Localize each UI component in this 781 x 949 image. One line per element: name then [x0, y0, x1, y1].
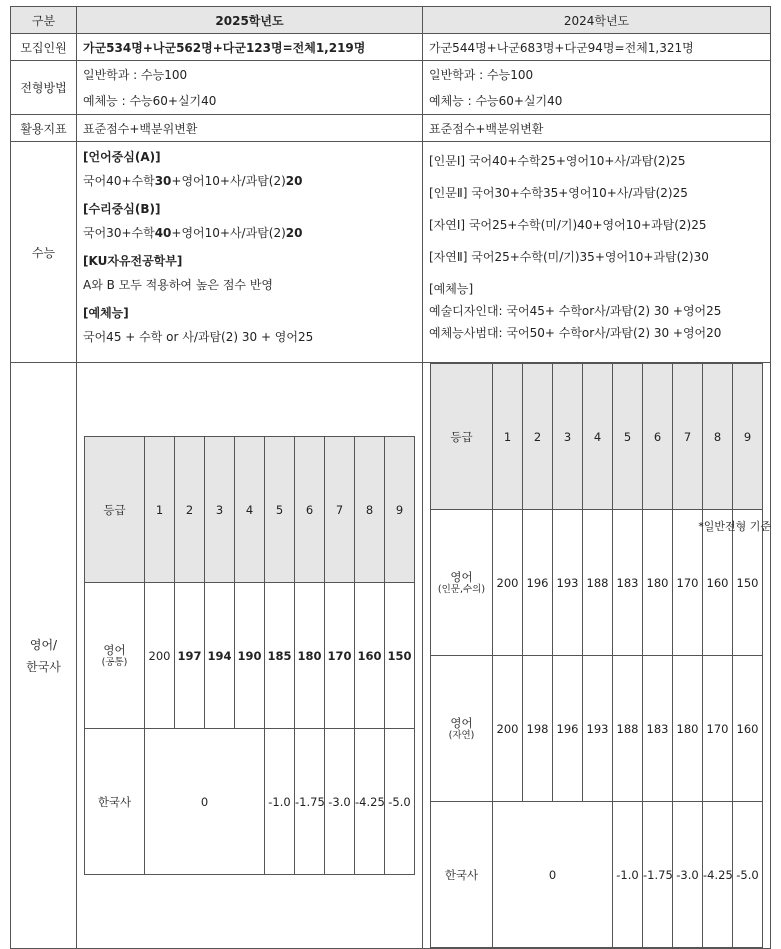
grade-header-row-2024: 등급 1 2 3 4 5 6 7 8 9 — [431, 364, 763, 510]
group-arts-title: [예체능] — [83, 306, 129, 320]
suneung-2024-arts-design: 예술디자인대: 국어45+ 수학or사/과탐(2) 30 +영어25 — [429, 304, 722, 318]
group-ku-title: [KU자유전공학부] — [83, 254, 183, 268]
suneung-2024-nat2: [자연Ⅱ] 국어25+수학(미/기)35+영어10+과탐(2)30 — [429, 250, 709, 264]
suneung-2024-arts-sports: 예체능사범대: 국어50+ 수학or사/과탐(2) 30 +영어20 — [429, 326, 722, 340]
grade-table-2024 — [430, 363, 763, 948]
history-score-row-2024: 한국사 0 -1.0 -1.75 -3.0 -4.25 -5.0 — [431, 802, 763, 948]
footnote: *일반전형 기준 — [698, 520, 771, 533]
header-category: 구분 — [11, 7, 77, 34]
suneung-2025-group-b — [83, 198, 416, 246]
method-label: 전형방법 — [11, 61, 77, 115]
group-ku-text: A와 B 모두 적용하여 높은 점수 반영 — [83, 278, 274, 292]
method-2024-general: 일반학과 : 수능100 — [429, 67, 534, 82]
group-a-formula: 국어40+수학30+영어10+사/과탐(2)20 — [83, 174, 303, 188]
english-nat-score-row-2024: 영어 (자연) 200 198 196 193 188 183 180 170 160 — [431, 656, 763, 802]
english-hum-score-row-2024: 영어 (인문,수의) 200 196 193 188 183 180 170 160 150 — [431, 510, 763, 656]
suneung-2024-nat1: [자연Ⅰ] 국어25+수학(미/기)40+영어10+과탐(2)25 — [429, 218, 707, 232]
suneung-2025-group-ku — [83, 250, 416, 298]
suneung-2025-group-arts — [83, 302, 416, 350]
recruit-2025: 가군534명+나군562명+다군123명=전체1,219명 — [77, 34, 423, 61]
group-b-formula: 국어30+수학40+영어10+사/과탐(2)20 — [83, 226, 303, 240]
suneung-2024-arts-title: [예체능] — [429, 282, 474, 296]
method-row — [11, 61, 771, 115]
suneung-2024 — [423, 142, 771, 363]
group-b-title: [수리중심(B)] — [83, 202, 161, 216]
english-history-label: 영어/ 한국사 — [11, 363, 77, 949]
method-2025-arts: 예체능 : 수능60+실기40 — [83, 93, 217, 108]
group-a-title: [언어중심(A)] — [83, 150, 161, 164]
header-2025: 2025학년도 — [77, 7, 423, 34]
index-2025: 표준점수+백분위변환 — [77, 115, 423, 142]
header-2024: 2024학년도 — [423, 7, 771, 34]
index-row — [11, 115, 771, 142]
grade-header-row-2025: 등급 1 2 3 4 5 6 7 8 9 — [85, 437, 415, 583]
method-2024 — [423, 61, 771, 115]
suneung-2025-group-a — [83, 146, 416, 194]
recruit-label: 모집인원 — [11, 34, 77, 61]
method-2024-arts: 예체능 : 수능60+실기40 — [429, 93, 563, 108]
suneung-2024-hum1: [인문Ⅰ] 국어40+수학25+영어10+사/과탐(2)25 — [429, 154, 686, 168]
suneung-label: 수능 — [11, 142, 77, 363]
suneung-2025 — [77, 142, 423, 363]
english-score-row-2025: 영어 (공통) 200 197 194 190 185 180 170 160 150 — [85, 583, 415, 729]
recruit-2024: 가군544명+나군683명+다군94명=전체1,321명 — [423, 34, 771, 61]
suneung-2024-hum2: [인문Ⅱ] 국어30+수학35+영어10+사/과탐(2)25 — [429, 186, 688, 200]
english-history-2024 — [423, 363, 771, 949]
method-2025-general: 일반학과 : 수능100 — [83, 67, 188, 82]
index-2024: 표준점수+백분위변환 — [423, 115, 771, 142]
admission-comparison-table — [10, 6, 771, 949]
history-score-row-2025: 한국사 0 -1.0 -1.75 -3.0 -4.25 -5.0 — [85, 729, 415, 875]
english-history-row — [11, 363, 771, 949]
header-row — [11, 7, 771, 34]
english-history-2025 — [77, 363, 423, 949]
recruit-row — [11, 34, 771, 61]
method-2025 — [77, 61, 423, 115]
grade-table-2025 — [84, 436, 415, 875]
index-label: 활용지표 — [11, 115, 77, 142]
suneung-row — [11, 142, 771, 363]
group-arts-text: 국어45 + 수학 or 사/과탐(2) 30 + 영어25 — [83, 330, 314, 344]
